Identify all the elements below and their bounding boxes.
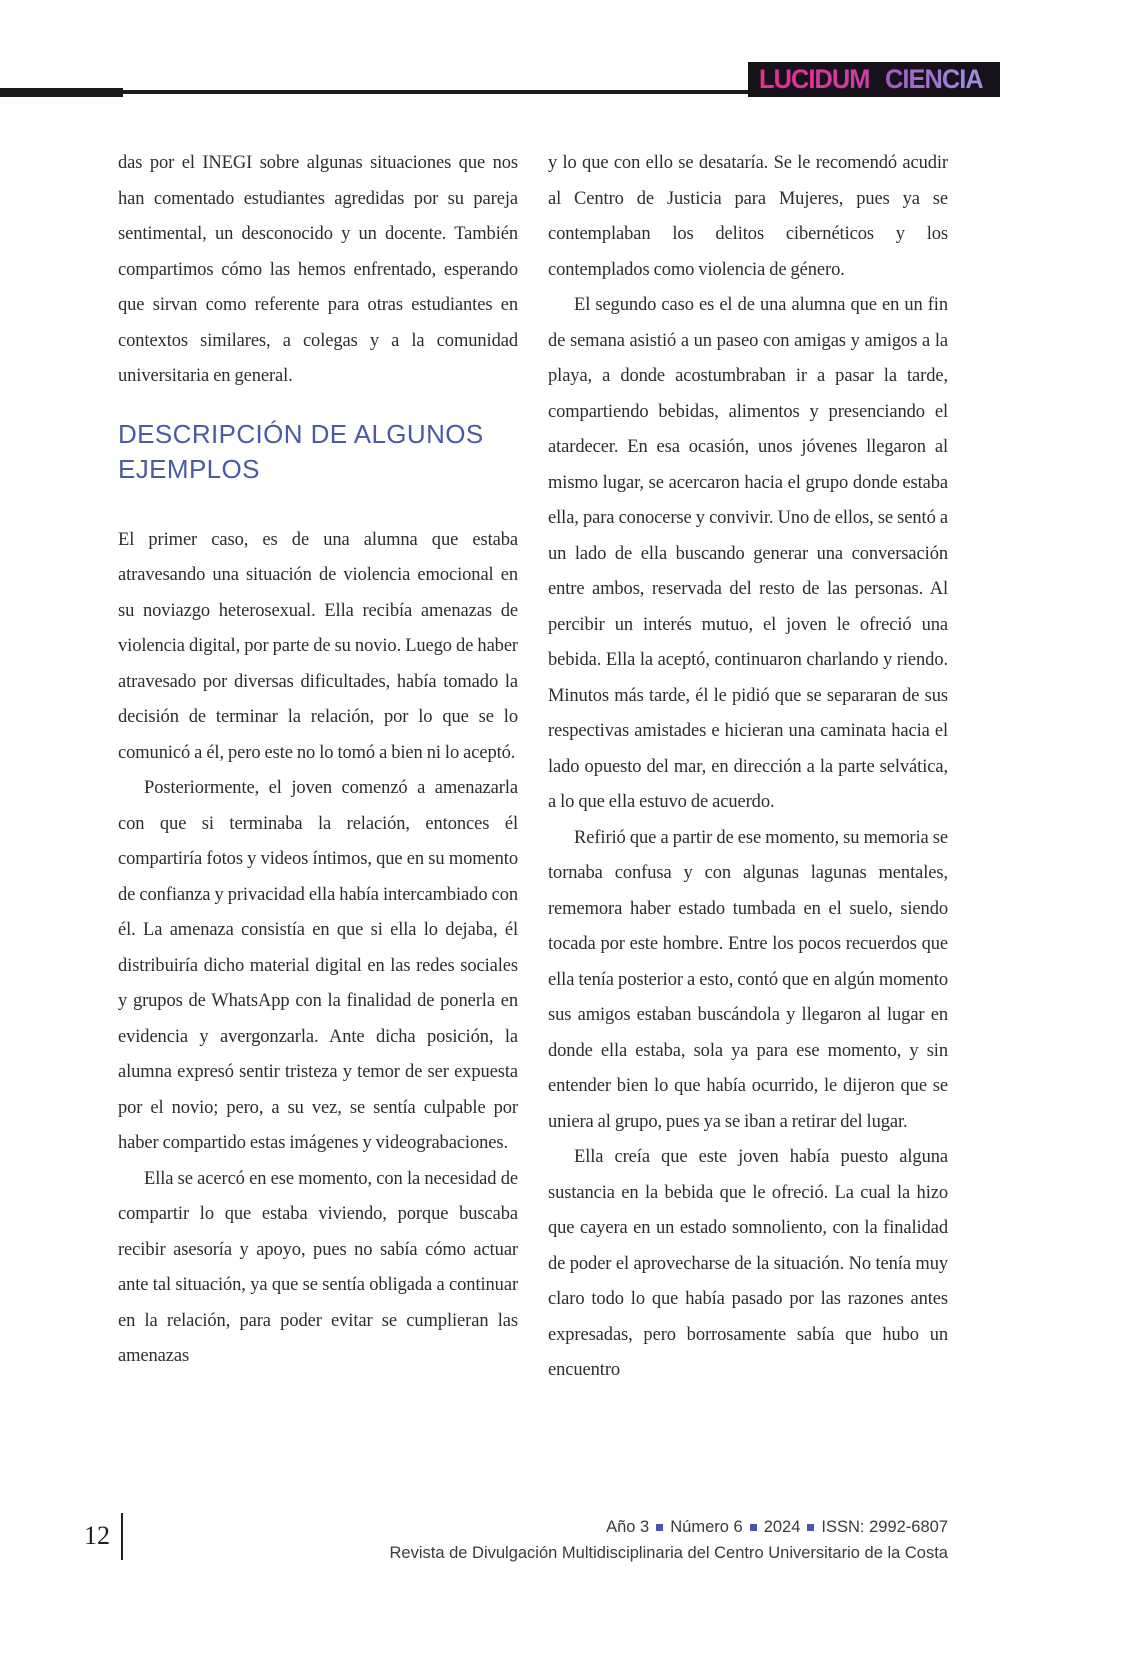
left-column [118, 146, 518, 1389]
body-paragraph: das por el INEGI sobre algunas situaciones que nos han comentado estudiantes agredidas por su pareja sentimental, un desconocido y un docente. También compartimos cómo las hemos enfrentado, esperando que sirvan como referente para otras estudiantes en contextos similares, a colegas y a la comunidad universitaria en general. [118, 153, 518, 386]
footer-journal-name: Revista de Divulgación Multidisciplinaria del Centro Universitario de la Costa [389, 1544, 948, 1562]
body-paragraph: El primer caso, es de una alumna que estaba atravesando una situación de violencia emocional en su noviazgo heterosexual. Ella recibía amenazas de violencia digital, por parte de su novio. Luego de haber atravesado por diversas dificultades, había tomado la decisión de terminar la relación, por lo que se lo comunicó a él, pero este no lo tomó a bien ni lo aceptó. [118, 529, 518, 763]
brand-word-2: CIENCIA [884, 64, 983, 94]
journal-logo [748, 62, 1001, 97]
body-paragraph: y lo que con ello se desataría. Se le recomendó acudir al Centro de Justicia para Mujeres, pues ya se contemplaban los delitos cibernéticos y los contemplados como violencia de género. [548, 153, 948, 280]
footer-issue-segment: 2024 [763, 1518, 801, 1536]
body-paragraph: El segundo caso es el de una alumna que en un fin de semana asistió a un paseo con amigas y amigos a la playa, a donde acostumbraban ir a pasar la tarde, compartiendo bebidas, alimentos y presenciando el atardecer. En esa ocasión, unos jóvenes llegaron al mismo lugar, se acercaron hacia el grupo donde estaba ella, para conocerse y convivir. Uno de ellos, se sentó a un lado de ella buscando generar una conversación entre ambos, reservada del resto de las personas. Al percibir un interés mutuo, el joven le ofreció una bebida. Ella la aceptó, continuaron charlando y riendo. Minutos más tarde, él le pidió que se separaran de sus respectivas amistades e hicieran una caminata hacia el lado opuesto del mar, en dirección a la parte selvática, a lo que ella estuvo de acuerdo. [548, 295, 948, 812]
footer-issue-line [389, 1514, 948, 1540]
brand-word-1: LUCIDUM [758, 64, 869, 94]
separator-square-icon [750, 1524, 757, 1531]
section-heading: DESCRIPCIÓN DE ALGUNOS EJEMPLOS [118, 418, 484, 484]
footer-issue-segment: Número 6 [670, 1518, 743, 1536]
footer-issue-segment: Año 3 [606, 1518, 650, 1536]
right-column [548, 146, 948, 1389]
separator-square-icon [656, 1524, 663, 1531]
header-rule-thick [0, 88, 123, 97]
body-paragraph: Ella creía que este joven había puesto alguna sustancia en la bebida que le ofreció. La cual la hizo que cayera en un estado somnoliento, con la finalidad de poder el aprovecharse de la situación. No tenía muy claro todo lo que había pasado por las razones antes expresadas, pero borrosamente sabía que hubo un encuentro [548, 1147, 948, 1380]
footer-meta [389, 1514, 948, 1566]
article-body [118, 146, 948, 1389]
footer-issue-segment: ISSN: 2992-6807 [821, 1518, 948, 1536]
separator-square-icon [807, 1524, 814, 1531]
body-paragraph: Posteriormente, el joven comenzó a amenazarla con que si terminaba la relación, entonces él compartiría fotos y videos íntimos, que en su momento de confianza y privacidad ella había intercambiado con él. La amenaza consistía en que si ella lo dejaba, él distribuiría dicho material digital en las redes sociales y grupos de WhatsApp con la finalidad de ponerla en evidencia y avergonzarla. Ante dicha posición, la alumna expresó sentir tristeza y temor de ser expuesta por el novio; pero, a su vez, se sentía culpable por haber compartido estas imágenes y videograbaciones. [118, 778, 518, 1153]
body-paragraph: Ella se acercó en ese momento, con la necesidad de compartir lo que estaba viviendo, porque buscaba recibir asesoría y apoyo, pues no sabía cómo actuar ante tal situación, ya que se sentía obligada a continuar en la relación, para poder evitar se cumplieran las amenazas [118, 1168, 518, 1366]
page-number: 12 [84, 1521, 110, 1550]
body-paragraph: Refirió que a partir de ese momento, su memoria se tornaba confusa y con algunas lagunas mentales, rememora haber estado tumbada en el suelo, siendo tocada por este hombre. Entre los pocos recuerdos que ella tenía posterior a esto, contó que en algún momento sus amigos estaban buscándola y llegaron al lugar en donde ella estaba, sola ya para ese momento, y sin entender bien lo que había ocurrido, le dijeron que se uniera al grupo, pues ya se iban a retirar del lugar. [548, 827, 948, 1132]
footer-vertical-rule [121, 1513, 123, 1560]
